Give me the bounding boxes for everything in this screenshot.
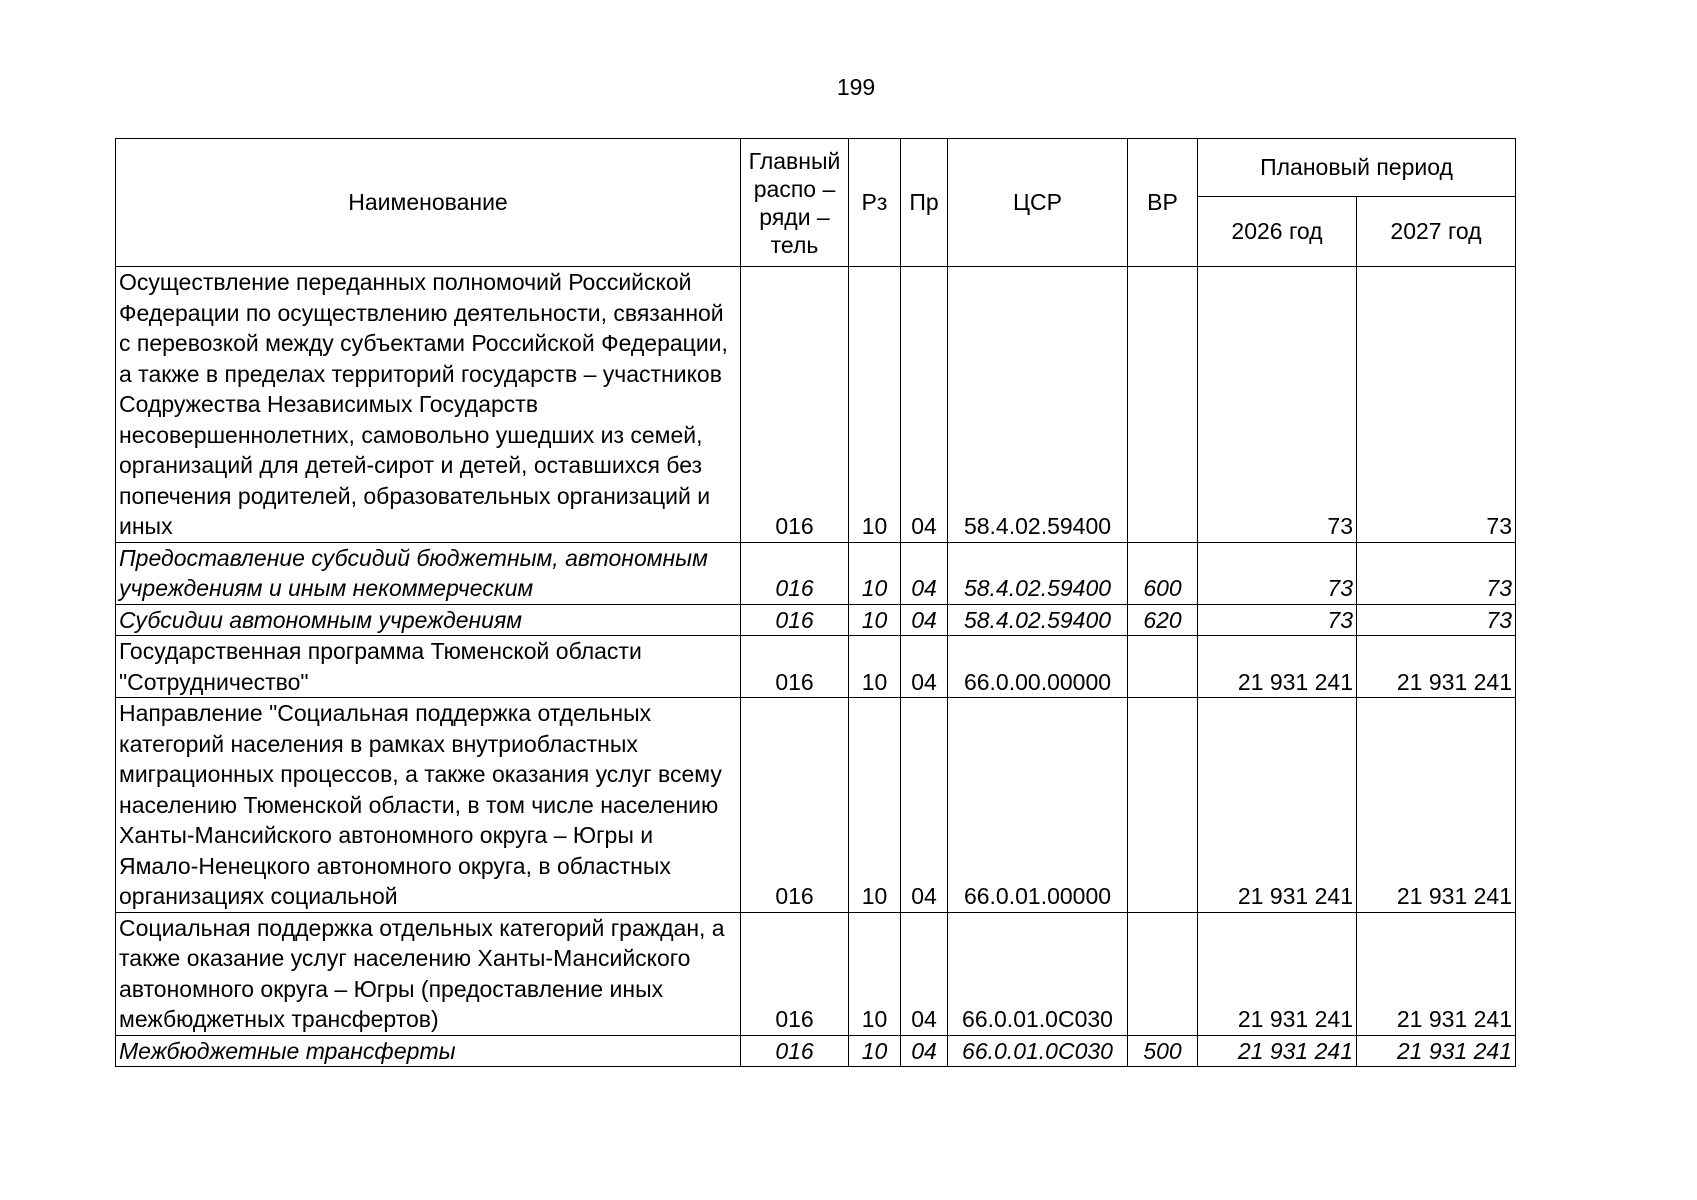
table-row	[116, 912, 1516, 1035]
row-grbs: 016	[741, 267, 849, 543]
row-name: Государственная программа Тюменской области "Сотрудничество"	[116, 636, 741, 698]
row-amount-2026: 73	[1198, 542, 1357, 604]
row-amount-2027: 21 931 241	[1357, 636, 1516, 698]
row-rz: 10	[849, 698, 901, 913]
row-amount-2027: 21 931 241	[1357, 912, 1516, 1035]
row-name: Межбюджетные трансферты	[116, 1035, 741, 1067]
header-pr: Пр	[901, 139, 948, 267]
row-rz: 10	[849, 636, 901, 698]
row-vr: 500	[1128, 1035, 1198, 1067]
row-grbs: 016	[741, 542, 849, 604]
page-number: 199	[836, 74, 876, 100]
table-row	[116, 698, 1516, 913]
header-vr: ВР	[1128, 139, 1198, 267]
row-name: Направление "Социальная поддержка отдельных категорий населения в рамках внутриобластных миграционных процессов, а также оказания услуг всему населению Тюменской области, в том числе населению Ханты-Мансийского автономного округа – Югры и Ямало-Ненецкого автономного округа, в областных организациях социальной	[116, 698, 741, 913]
row-amount-2027: 21 931 241	[1357, 698, 1516, 913]
row-amount-2026: 21 931 241	[1198, 912, 1357, 1035]
row-vr	[1128, 636, 1198, 698]
row-vr	[1128, 912, 1198, 1035]
header-row-1	[116, 139, 1516, 197]
row-amount-2027: 73	[1357, 267, 1516, 543]
row-csr: 66.0.00.00000	[948, 636, 1128, 698]
table-row	[116, 267, 1516, 543]
row-csr: 58.4.02.59400	[948, 604, 1128, 636]
row-csr: 58.4.02.59400	[948, 542, 1128, 604]
header-plan-period: Плановый период	[1198, 139, 1516, 197]
header-grbs: Главный распо – ряди – тель	[741, 139, 849, 267]
row-grbs: 016	[741, 1035, 849, 1067]
table-row	[116, 604, 1516, 636]
row-pr: 04	[901, 267, 948, 543]
row-csr: 66.0.01.0С030	[948, 912, 1128, 1035]
row-vr: 620	[1128, 604, 1198, 636]
row-name: Социальная поддержка отдельных категорий граждан, а также оказание услуг населению Ханты-Мансийского автономного округа – Югры (предоставление иных межбюджетных трансфертов)	[116, 912, 741, 1035]
row-name: Осуществление переданных полномочий Российской Федерации по осуществлению деятельности, связанной с перевозкой между субъектами Российской Федерации, а также в пределах территорий государств – участников Содружества Независимых Государств несовершеннолетних, самовольно ушедших из семей, организаций для детей-сирот и детей, оставшихся без попечения родителей, образовательных организаций и иных	[116, 267, 741, 543]
row-rz: 10	[849, 267, 901, 543]
header-csr: ЦСР	[948, 139, 1128, 267]
row-vr: 600	[1128, 542, 1198, 604]
row-rz: 10	[849, 604, 901, 636]
table-row	[116, 636, 1516, 698]
row-pr: 04	[901, 636, 948, 698]
row-vr	[1128, 698, 1198, 913]
header-year-2027: 2027 год	[1357, 197, 1516, 267]
row-pr: 04	[901, 912, 948, 1035]
table-row	[116, 1035, 1516, 1067]
row-pr: 04	[901, 698, 948, 913]
row-amount-2026: 21 931 241	[1198, 636, 1357, 698]
row-amount-2026: 73	[1198, 604, 1357, 636]
row-amount-2027: 21 931 241	[1357, 1035, 1516, 1067]
row-csr: 66.0.01.0С030	[948, 1035, 1128, 1067]
row-vr	[1128, 267, 1198, 543]
row-csr: 66.0.01.00000	[948, 698, 1128, 913]
row-amount-2027: 73	[1357, 604, 1516, 636]
row-name: Предоставление субсидий бюджетным, автономным учреждениям и иным некоммерческим	[116, 542, 741, 604]
row-pr: 04	[901, 1035, 948, 1067]
row-grbs: 016	[741, 636, 849, 698]
row-pr: 04	[901, 604, 948, 636]
row-amount-2026: 73	[1198, 267, 1357, 543]
row-grbs: 016	[741, 698, 849, 913]
row-amount-2027: 73	[1357, 542, 1516, 604]
row-amount-2026: 21 931 241	[1198, 698, 1357, 913]
row-csr: 58.4.02.59400	[948, 267, 1128, 543]
budget-table	[115, 138, 1516, 1067]
row-grbs: 016	[741, 604, 849, 636]
row-rz: 10	[849, 912, 901, 1035]
row-grbs: 016	[741, 912, 849, 1035]
row-pr: 04	[901, 542, 948, 604]
header-year-2026: 2026 год	[1198, 197, 1357, 267]
row-amount-2026: 21 931 241	[1198, 1035, 1357, 1067]
row-rz: 10	[849, 1035, 901, 1067]
table-row	[116, 542, 1516, 604]
row-rz: 10	[849, 542, 901, 604]
header-rz: Рз	[849, 139, 901, 267]
row-name: Субсидии автономным учреждениям	[116, 604, 741, 636]
header-name: Наименование	[116, 139, 741, 267]
